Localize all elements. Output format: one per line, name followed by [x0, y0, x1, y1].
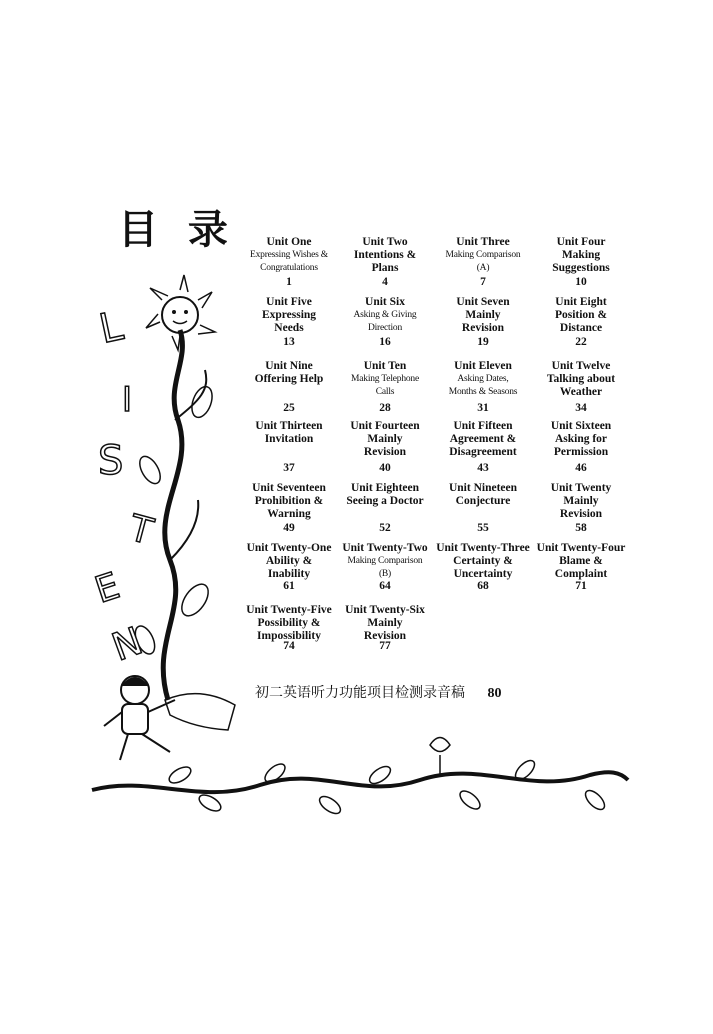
leaf-icon — [136, 453, 165, 487]
leaf-icon — [317, 793, 344, 817]
tulip-icon — [430, 738, 450, 776]
contents-entry[interactable] — [434, 360, 532, 414]
contents-entry[interactable] — [240, 296, 338, 348]
contents-entry[interactable] — [336, 482, 434, 534]
page-number: 49 — [283, 522, 295, 534]
unit-topic: Agreement & — [449, 433, 517, 445]
unit-title: Unit Eight — [555, 296, 607, 308]
unit-topic: Position & — [554, 309, 608, 321]
page-number: 19 — [477, 336, 489, 348]
contents-entry[interactable] — [240, 542, 338, 592]
unit-topic: Revision — [461, 322, 505, 334]
letter-e: E — [90, 565, 125, 612]
page-number: 52 — [379, 522, 391, 534]
page-number: 61 — [283, 580, 295, 592]
unit-topic: Making Telephone — [351, 374, 419, 384]
unit-topic: Making — [561, 249, 601, 261]
unit-topic: Mainly — [367, 433, 403, 445]
contents-entry[interactable] — [336, 236, 434, 288]
unit-title: Unit Five — [266, 296, 312, 308]
appendix-entry[interactable] — [255, 682, 501, 702]
unit-topic: Offering Help — [254, 373, 324, 385]
page-number: 16 — [379, 336, 391, 348]
unit-title: Unit Twenty-Four — [536, 542, 626, 554]
page-number: 40 — [379, 462, 391, 474]
leaf-icon — [582, 787, 607, 812]
page-number: 13 — [283, 336, 295, 348]
contents-entry[interactable] — [532, 236, 630, 288]
unit-title: Unit Fourteen — [350, 420, 420, 432]
page-number: 37 — [283, 462, 295, 474]
unit-topic: Talking about — [546, 373, 616, 385]
page-number: 25 — [283, 402, 295, 414]
unit-title: Unit Fifteen — [453, 420, 513, 432]
unit-topic: (B) — [378, 569, 392, 579]
unit-title: Unit Nineteen — [448, 482, 518, 494]
unit-topic: Distance — [559, 322, 603, 334]
unit-title: Unit One — [266, 236, 312, 248]
unit-topic: Warning — [267, 508, 311, 520]
contents-entry[interactable] — [336, 420, 434, 474]
leaf-icon — [197, 792, 224, 814]
unit-topic: Asking for — [554, 433, 608, 445]
contents-entry[interactable] — [434, 420, 532, 474]
unit-title: Unit Four — [556, 236, 606, 248]
unit-title: Unit Ten — [363, 360, 407, 372]
unit-topic: Mainly — [367, 617, 403, 629]
contents-entry[interactable] — [240, 236, 338, 288]
contents-entry[interactable] — [240, 360, 338, 414]
contents-entry[interactable] — [532, 482, 630, 534]
page-number: 43 — [477, 462, 489, 474]
unit-topic: Expressing Wishes & — [250, 250, 328, 260]
appendix-title: 初二英语听力功能项目检测录音稿 — [255, 685, 465, 701]
unit-topic: Possibility & — [257, 617, 321, 629]
letter-l: L — [95, 303, 127, 353]
unit-title: Unit Sixteen — [550, 420, 612, 432]
contents-entry[interactable] — [532, 420, 630, 474]
page-number: 28 — [379, 402, 391, 414]
unit-title: Unit Twenty-Six — [345, 604, 425, 616]
child-icon — [104, 676, 235, 760]
unit-topic: Impossibility — [257, 630, 321, 642]
unit-topic: Blame & — [559, 555, 603, 567]
unit-topic: Asking & Giving — [353, 310, 417, 320]
unit-title: Unit Seven — [456, 296, 510, 308]
stalk-stem — [163, 330, 182, 700]
page-number: 4 — [382, 276, 388, 288]
unit-topic: Mainly — [563, 495, 599, 507]
page-number: 64 — [379, 580, 391, 592]
leaf-icon — [176, 580, 213, 621]
unit-title: Unit Twelve — [551, 360, 611, 372]
unit-topic: Mainly — [465, 309, 501, 321]
contents-entry[interactable] — [336, 604, 434, 652]
page-number: 1 — [286, 276, 292, 288]
unit-topic: Plans — [371, 262, 399, 274]
unit-topic: Months & Seasons — [448, 387, 518, 397]
contents-entry[interactable] — [532, 296, 630, 348]
leaf-icon — [167, 764, 194, 786]
unit-topic: Complaint — [554, 568, 608, 580]
unit-title: Unit Seventeen — [252, 482, 326, 494]
contents-entry[interactable] — [532, 360, 630, 414]
unit-title: Unit Twenty — [550, 482, 612, 494]
page-number: 10 — [575, 276, 587, 288]
contents-entry[interactable] — [434, 482, 532, 534]
unit-topic: Uncertainty — [453, 568, 513, 580]
unit-topic: Suggestions — [552, 262, 610, 274]
unit-topic: Calls — [375, 387, 395, 397]
page-number: 68 — [477, 580, 489, 592]
unit-title: Unit Twenty-Two — [342, 542, 428, 554]
unit-topic: Prohibition & — [254, 495, 324, 507]
page-number: 77 — [379, 640, 391, 652]
unit-topic: Conjecture — [455, 495, 511, 507]
unit-topic: Ability & — [265, 555, 313, 567]
contents-entry[interactable] — [240, 482, 338, 534]
unit-topic: Inability — [267, 568, 311, 580]
unit-topic: Needs — [274, 322, 304, 334]
leaf-icon — [457, 788, 483, 813]
unit-title: Unit Twenty-Five — [246, 604, 332, 616]
page-number: 34 — [575, 402, 587, 414]
unit-title: Unit Nine — [265, 360, 313, 372]
contents-entry[interactable] — [532, 542, 630, 592]
unit-topic: Revision — [559, 508, 603, 520]
page-number: 71 — [575, 580, 587, 592]
page-number: 58 — [575, 522, 587, 534]
page-number: 31 — [477, 402, 489, 414]
page-number: 7 — [480, 276, 486, 288]
leaf-icon — [188, 384, 216, 420]
page-title: 目 录 — [118, 207, 236, 253]
unit-topic: Certainty & — [453, 555, 513, 567]
contents-entry[interactable] — [434, 296, 532, 348]
letter-n: N — [106, 618, 149, 670]
unit-topic: Congratulations — [260, 263, 318, 273]
contents-entry[interactable] — [240, 604, 338, 652]
unit-topic: Revision — [363, 630, 407, 642]
unit-topic: Revision — [363, 446, 407, 458]
unit-title: Unit Twenty-Three — [436, 542, 530, 554]
letter-t: T — [125, 507, 157, 554]
unit-topic: Invitation — [264, 433, 314, 445]
unit-topic: Making Comparison — [445, 250, 521, 260]
unit-title: Unit Two — [362, 236, 408, 248]
unit-topic: Making Comparison — [347, 556, 423, 566]
contents-entry[interactable] — [240, 420, 338, 474]
unit-topic: Asking Dates, — [457, 374, 509, 384]
leaf-icon — [367, 763, 394, 787]
unit-title: Unit Twenty-One — [246, 542, 332, 554]
page-number: 55 — [477, 522, 489, 534]
unit-title: Unit Thirteen — [255, 420, 323, 432]
appendix-page: 80 — [487, 686, 502, 701]
contents-entry[interactable] — [434, 542, 532, 592]
contents-entry[interactable] — [336, 296, 434, 348]
page-number: 46 — [575, 462, 587, 474]
unit-topic: Disagreement — [449, 446, 517, 458]
unit-topic: Weather — [559, 386, 603, 398]
contents-entry[interactable] — [434, 236, 532, 288]
unit-title: Unit Three — [456, 236, 510, 248]
page-number: 74 — [283, 640, 295, 652]
letter-i: I — [122, 380, 133, 420]
letter-s: S — [98, 438, 124, 484]
unit-topic: Seeing a Doctor — [346, 495, 424, 507]
unit-topic: Intentions & — [353, 249, 417, 261]
unit-topic: Expressing — [261, 309, 317, 321]
unit-title: Unit Six — [365, 296, 405, 308]
page-number: 22 — [575, 336, 587, 348]
unit-title: Unit Eleven — [454, 360, 512, 372]
contents-entry[interactable] — [336, 360, 434, 414]
contents-entry[interactable] — [336, 542, 434, 592]
unit-topic: (A) — [476, 263, 490, 273]
unit-topic: Direction — [367, 323, 403, 333]
unit-topic: Permission — [553, 446, 609, 458]
unit-title: Unit Eighteen — [350, 482, 420, 494]
